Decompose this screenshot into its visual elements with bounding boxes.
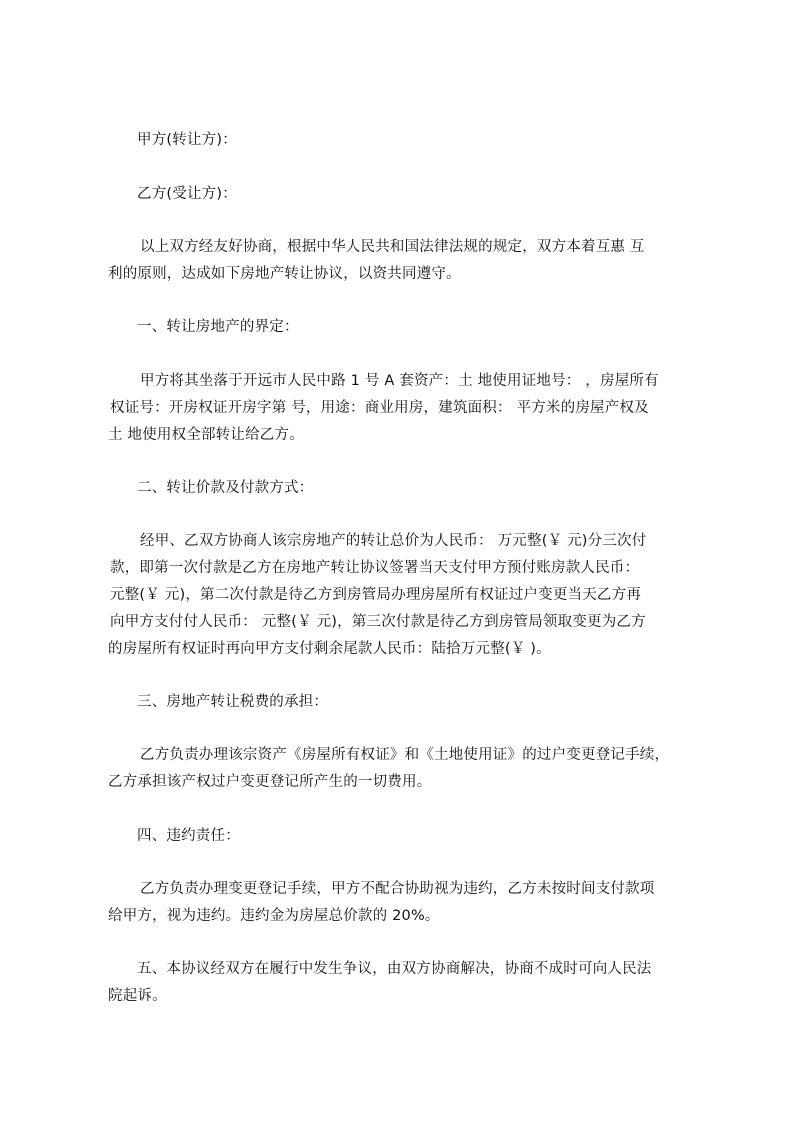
section-5-line-1: 五、本协议经双方在履行中发生争议，由双方协商解决，协商不成时可向人民法 <box>137 961 652 977</box>
intro-line-1: 以上双方经友好协商，根据中华人民共和国法律法规的规定，双方本着互惠 互 <box>140 239 645 255</box>
section-4-line-2: 给甲方，视为违约。违约金为房屋总价款的 20%。 <box>108 908 440 924</box>
section-1-line-2: 权证号：开房权证开房字第 号，用途：商业用房，建筑面积： 平方米的房屋产权及 <box>110 400 649 416</box>
section-2-line-3: 元整(￥ 元)，第二次付款是待乙方到房管局办理房屋所有权证过户变更当天乙方再 <box>110 587 642 603</box>
section-4-line-1: 乙方负责办理变更登记手续，甲方不配合协助视为违约，乙方未按时间支付款项 <box>140 881 655 897</box>
section-1-line-1: 甲方将其坐落于开远市人民中路 1 号 A 套资产：土 地使用证地号： ，房屋所有 <box>140 373 659 389</box>
section-1-heading: 一、转让房地产的界定： <box>137 319 299 335</box>
intro-line-2: 利的原则，达成如下房地产转让协议，以资共同遵守。 <box>108 266 461 282</box>
section-2-line-2: 款，即第一次付款是乙方在房地产转让协议签署当天支付甲方预付账房款人民币： <box>110 560 640 576</box>
section-5-line-2: 院起诉。 <box>108 988 167 1004</box>
party-b-label: 乙方(受让方)： <box>137 186 237 202</box>
section-1-line-3: 土 地使用权全部转让给乙方。 <box>108 427 304 443</box>
section-2-heading: 二、转让价款及付款方式： <box>137 480 314 496</box>
section-2-line-5: 的房屋所有权证时再向甲方支付剩余尾款人民币：陆拾万元整(￥ )。 <box>108 641 551 657</box>
section-2-line-1: 经甲、乙双方协商人该宗房地产的转让总价为人民币： 万元整(￥ 元)分三次付 <box>140 533 647 549</box>
section-4-heading: 四、违约责任： <box>137 828 240 844</box>
section-3-heading: 三、房地产转让税费的承担： <box>137 694 329 710</box>
party-a-label: 甲方(转让方)： <box>137 132 237 148</box>
section-3-line-1: 乙方负责办理该宗资产《房屋所有权证》和《土地使用证》的过户变更登记手续， <box>140 747 670 763</box>
section-2-line-4: 向甲方支付付人民币： 元整(￥ 元)，第三次付款是待乙方到房管局领取变更为乙方 <box>110 614 646 630</box>
section-3-line-2: 乙方承担该产权过户变更登记所产生的一切费用。 <box>108 774 432 790</box>
